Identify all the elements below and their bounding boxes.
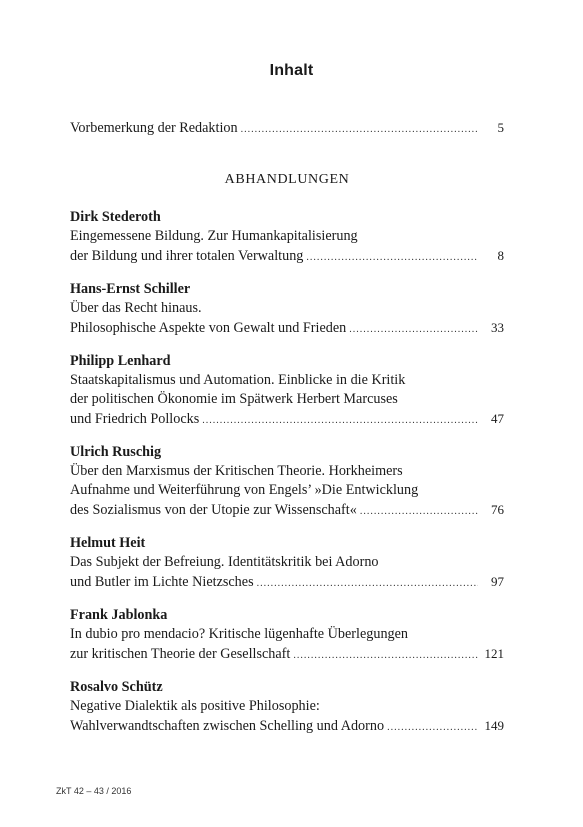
dot-leader <box>387 718 478 737</box>
dot-leader <box>293 646 478 665</box>
toc-preface-title: Vorbemerkung der Redaktion <box>70 120 238 136</box>
toc-entry[interactable] <box>70 280 504 339</box>
toc-entry-title-line <box>70 227 504 246</box>
toc-page-number: 5 <box>497 120 504 135</box>
toc-entry-title-line <box>70 553 504 572</box>
toc-page-number: 121 <box>484 646 504 661</box>
toc-entry-author: Ulrich Ruschig <box>70 444 162 460</box>
toc-page-number: 33 <box>491 320 504 335</box>
toc-page-number: 47 <box>491 411 504 426</box>
toc-entry[interactable] <box>70 208 504 267</box>
toc-entry-title-line <box>70 481 504 500</box>
toc-entry-title-line <box>70 644 504 665</box>
toc-entry-title-text: Über das Recht hinaus. <box>70 300 202 316</box>
toc-entry[interactable] <box>70 443 504 521</box>
toc-entry-title-text: Philosophische Aspekte von Gewalt und Frieden <box>70 320 347 336</box>
toc-page-number: 97 <box>491 574 504 589</box>
toc-entry-title-line <box>70 716 504 737</box>
toc-entry-title-text: Aufnahme und Weiterführung von Engels’ »Die Entwicklung <box>70 482 419 498</box>
toc-entry-title-text: zur kritischen Theorie der Gesellschaft <box>70 646 291 662</box>
section-heading: ABHANDLUNGEN <box>224 172 350 187</box>
dot-leader <box>257 574 478 593</box>
dot-leader <box>306 248 478 267</box>
toc-entry-title-text: Wahlverwandtschaften zwischen Schelling und Adorno <box>70 718 385 734</box>
toc-entry-title-line <box>70 697 504 716</box>
toc-entry-title-text: Staatskapitalismus und Automation. Einblicke in die Kritik <box>70 372 406 388</box>
page-footer: ZkT 42 – 43 / 2016 <box>56 786 132 796</box>
toc-preface[interactable] <box>70 118 504 139</box>
toc-entry-title-line <box>70 572 504 593</box>
toc-entry-title-line <box>70 299 504 318</box>
dot-leader <box>241 120 478 139</box>
toc-entry-title-text: Eingemessene Bildung. Zur Humankapitalisierung <box>70 228 358 244</box>
toc-entry-author: Frank Jablonka <box>70 607 168 623</box>
toc-entry-title-text: des Sozialismus von der Utopie zur Wissenschaft« <box>70 502 357 518</box>
toc-entry-title-line <box>70 409 504 430</box>
toc-entry-title-text: Das Subjekt der Befreiung. Identitätskritik bei Adorno <box>70 554 379 570</box>
toc-entry-title-line <box>70 462 504 481</box>
toc-entry-author: Hans-Ernst Schiller <box>70 281 191 297</box>
toc-entry-author: Dirk Stederoth <box>70 209 161 225</box>
toc-entries <box>70 208 504 737</box>
toc-entry-title-line <box>70 318 504 339</box>
toc-entry-title-line <box>70 390 504 409</box>
toc-entry-title-text: der politischen Ökonomie im Spätwerk Herbert Marcuses <box>70 391 398 407</box>
page-title: Inhalt <box>269 62 314 79</box>
toc-entry[interactable] <box>70 678 504 737</box>
toc-entry-title-text: In dubio pro mendacio? Kritische lügenhafte Überlegungen <box>70 626 409 642</box>
toc-entry-title-text: Über den Marxismus der Kritischen Theorie. Horkheimers <box>70 463 403 479</box>
toc-entry-title-line <box>70 500 504 521</box>
dot-leader <box>202 411 478 430</box>
toc-page-number: 76 <box>491 502 504 517</box>
dot-leader <box>349 320 478 339</box>
toc-entry-title-text: der Bildung und ihrer totalen Verwaltung <box>70 248 304 264</box>
toc-entry[interactable] <box>70 606 504 665</box>
toc-entry-title-text: und Butler im Lichte Nietzsches <box>70 574 254 590</box>
toc-entry-title-text: Negative Dialektik als positive Philosophie: <box>70 698 320 714</box>
toc-entry-title-text: und Friedrich Pollocks <box>70 411 200 427</box>
toc-entry-author: Philipp Lenhard <box>70 353 171 369</box>
toc-entry-author: Rosalvo Schütz <box>70 679 163 695</box>
toc-entry-title-line <box>70 246 504 267</box>
toc-entry[interactable] <box>70 352 504 430</box>
toc-entry[interactable] <box>70 534 504 593</box>
toc-page-number: 8 <box>497 248 504 263</box>
dot-leader <box>360 502 478 521</box>
toc-page-number: 149 <box>484 718 504 733</box>
table-of-contents <box>70 118 504 750</box>
toc-entry-title-line <box>70 371 504 390</box>
toc-entry-author: Helmut Heit <box>70 535 146 551</box>
toc-entry-title-line <box>70 625 504 644</box>
